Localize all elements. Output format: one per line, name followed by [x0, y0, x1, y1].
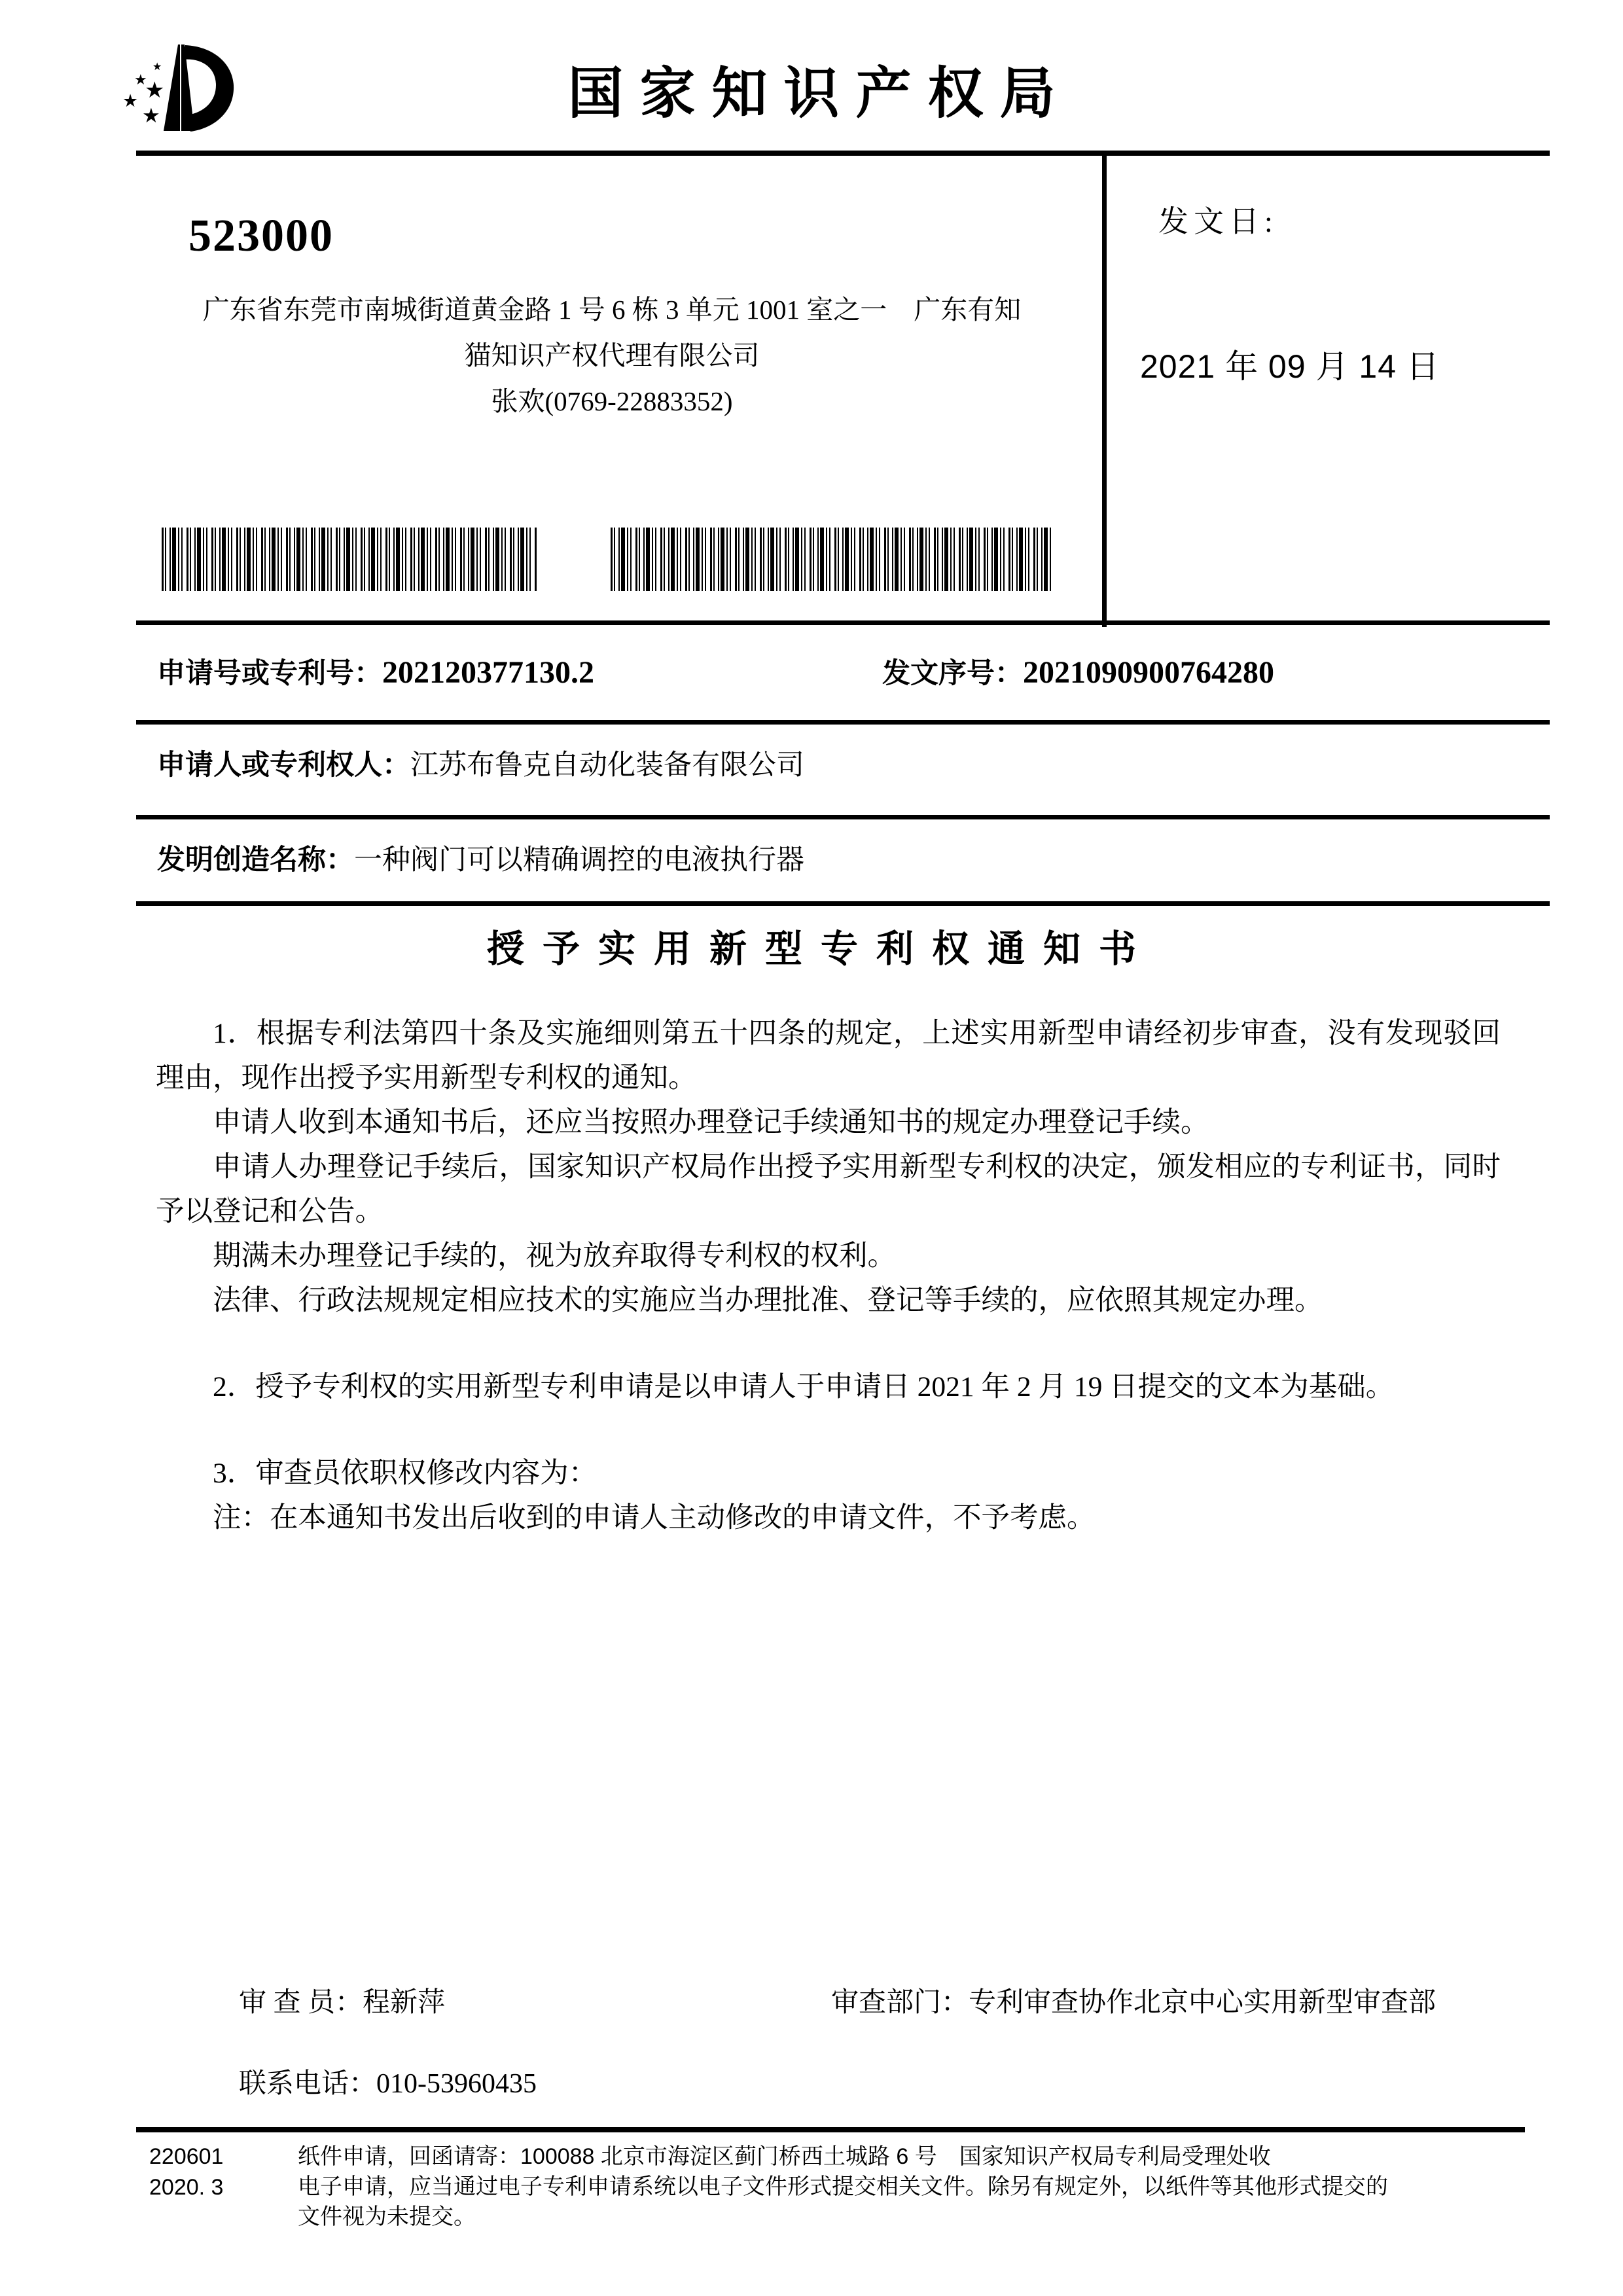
svg-text:★: ★	[152, 60, 162, 73]
body-paragraph: 申请人办理登记手续后，国家知识产权局作出授予实用新型专利权的决定，颁发相应的专利证书，同时予以登记和公告。	[156, 1151, 1501, 1227]
form-code: 220601	[149, 2144, 224, 2169]
svg-text:★: ★	[122, 91, 139, 111]
invention-title-value: 一种阀门可以精确调控的电液执行器	[354, 845, 804, 876]
application-number-row	[157, 653, 594, 694]
dispatch-serial-value: 2021090900764280	[1023, 655, 1274, 690]
issuing-office-title: 国家知识产权局	[567, 63, 1072, 125]
application-number-label: 申请号或专利号：	[157, 658, 382, 689]
notice-body	[156, 1011, 1501, 1540]
department-row	[831, 1984, 1436, 2021]
body-paragraph: 法律、行政法规规定相应技术的实施应当办理批准、登记等手续的，应依照其规定办理。	[213, 1285, 1323, 1316]
contact-phone-value: 010-53960435	[376, 2069, 537, 2099]
address-line: 猫知识产权代理有限公司	[464, 340, 760, 370]
section-rule	[136, 901, 1550, 906]
section-rule	[136, 815, 1550, 819]
department-label: 审查部门：	[831, 1988, 969, 2018]
footer-line: 电子申请，应当通过电子专利申请系统以电子文件形式提交相关文件。除另有规定外，以纸件等其他形式提交的	[298, 2174, 1388, 2199]
dispatch-serial-row	[882, 653, 1274, 694]
application-number-value: 202120377130.2	[382, 655, 594, 690]
invention-title-label: 发明创造名称：	[157, 845, 354, 876]
examiner-name: 程新萍	[363, 1988, 446, 2018]
dispatch-date-value: 2021 年 09 月 14 日	[1140, 348, 1440, 385]
recipient-address	[164, 287, 1060, 424]
footer-instructions	[298, 2142, 1423, 2232]
examiner-row	[239, 1984, 445, 2021]
department-value: 专利审查协作北京中心实用新型审查部	[969, 1988, 1436, 2018]
svg-text:★: ★	[145, 77, 165, 103]
dispatch-date-label: 发文日:	[1158, 205, 1278, 238]
svg-text:★: ★	[142, 104, 160, 128]
footer-line: 纸件申请，回函请寄：100088 北京市海淀区蓟门桥西土城路 6 号 国家知识产权局专利局受理处收	[298, 2144, 1271, 2169]
barcode-image	[162, 528, 538, 591]
applicant-row	[157, 746, 804, 785]
svg-text:★: ★	[134, 72, 147, 88]
body-paragraph: 注：在本通知书发出后收到的申请人主动修改的申请文件，不予考虑。	[213, 1502, 1096, 1534]
barcode-image	[611, 528, 1053, 591]
body-paragraph: 3．审查员依职权修改内容为：	[213, 1458, 597, 1489]
dispatch-serial-label: 发文序号：	[882, 658, 1023, 689]
applicant-label: 申请人或专利权人：	[157, 750, 410, 781]
examiner-label: 审 查 员：	[239, 1988, 363, 2018]
section-rule	[136, 620, 1550, 625]
applicant-value: 江苏布鲁克自动化装备有限公司	[410, 750, 804, 781]
form-version: 2020. 3	[149, 2175, 224, 2200]
body-paragraph: 2．授予专利权的实用新型专利申请是以申请人于申请日 2021 年 2 月 19 日提交的文本为基础。	[213, 1371, 1395, 1403]
address-line: 广东省东莞市南城街道黄金路 1 号 6 栋 3 单元 1001 室之一 广东有知	[202, 295, 1022, 325]
recipient-contact: 张欢(0769-22883352)	[491, 386, 733, 416]
body-paragraph: 期满未办理登记手续的，视为放弃取得专利权的权利。	[213, 1240, 896, 1272]
body-paragraph: 1．根据专利法第四十条及实施细则第五十四条的规定，上述实用新型申请经初步审查，没有发现驳回理由，现作出授予实用新型专利权的通知。	[156, 1018, 1501, 1094]
date-box-divider	[1102, 151, 1107, 627]
contact-phone-label: 联系电话：	[239, 2069, 377, 2099]
header-rule	[136, 151, 1550, 156]
footer-rule	[136, 2127, 1525, 2132]
section-rule	[136, 720, 1550, 725]
notice-title: 授予实用新型专利权通知书	[487, 929, 1154, 970]
postal-code: 523000	[188, 211, 334, 261]
contact-phone-row	[239, 2066, 537, 2102]
body-paragraph: 申请人收到本通知书后，还应当按照办理登记手续通知书的规定办理登记手续。	[213, 1107, 1209, 1138]
footer-line: 文件视为未提交。	[298, 2204, 476, 2229]
form-code-block	[149, 2142, 223, 2203]
invention-title-row	[157, 841, 804, 880]
